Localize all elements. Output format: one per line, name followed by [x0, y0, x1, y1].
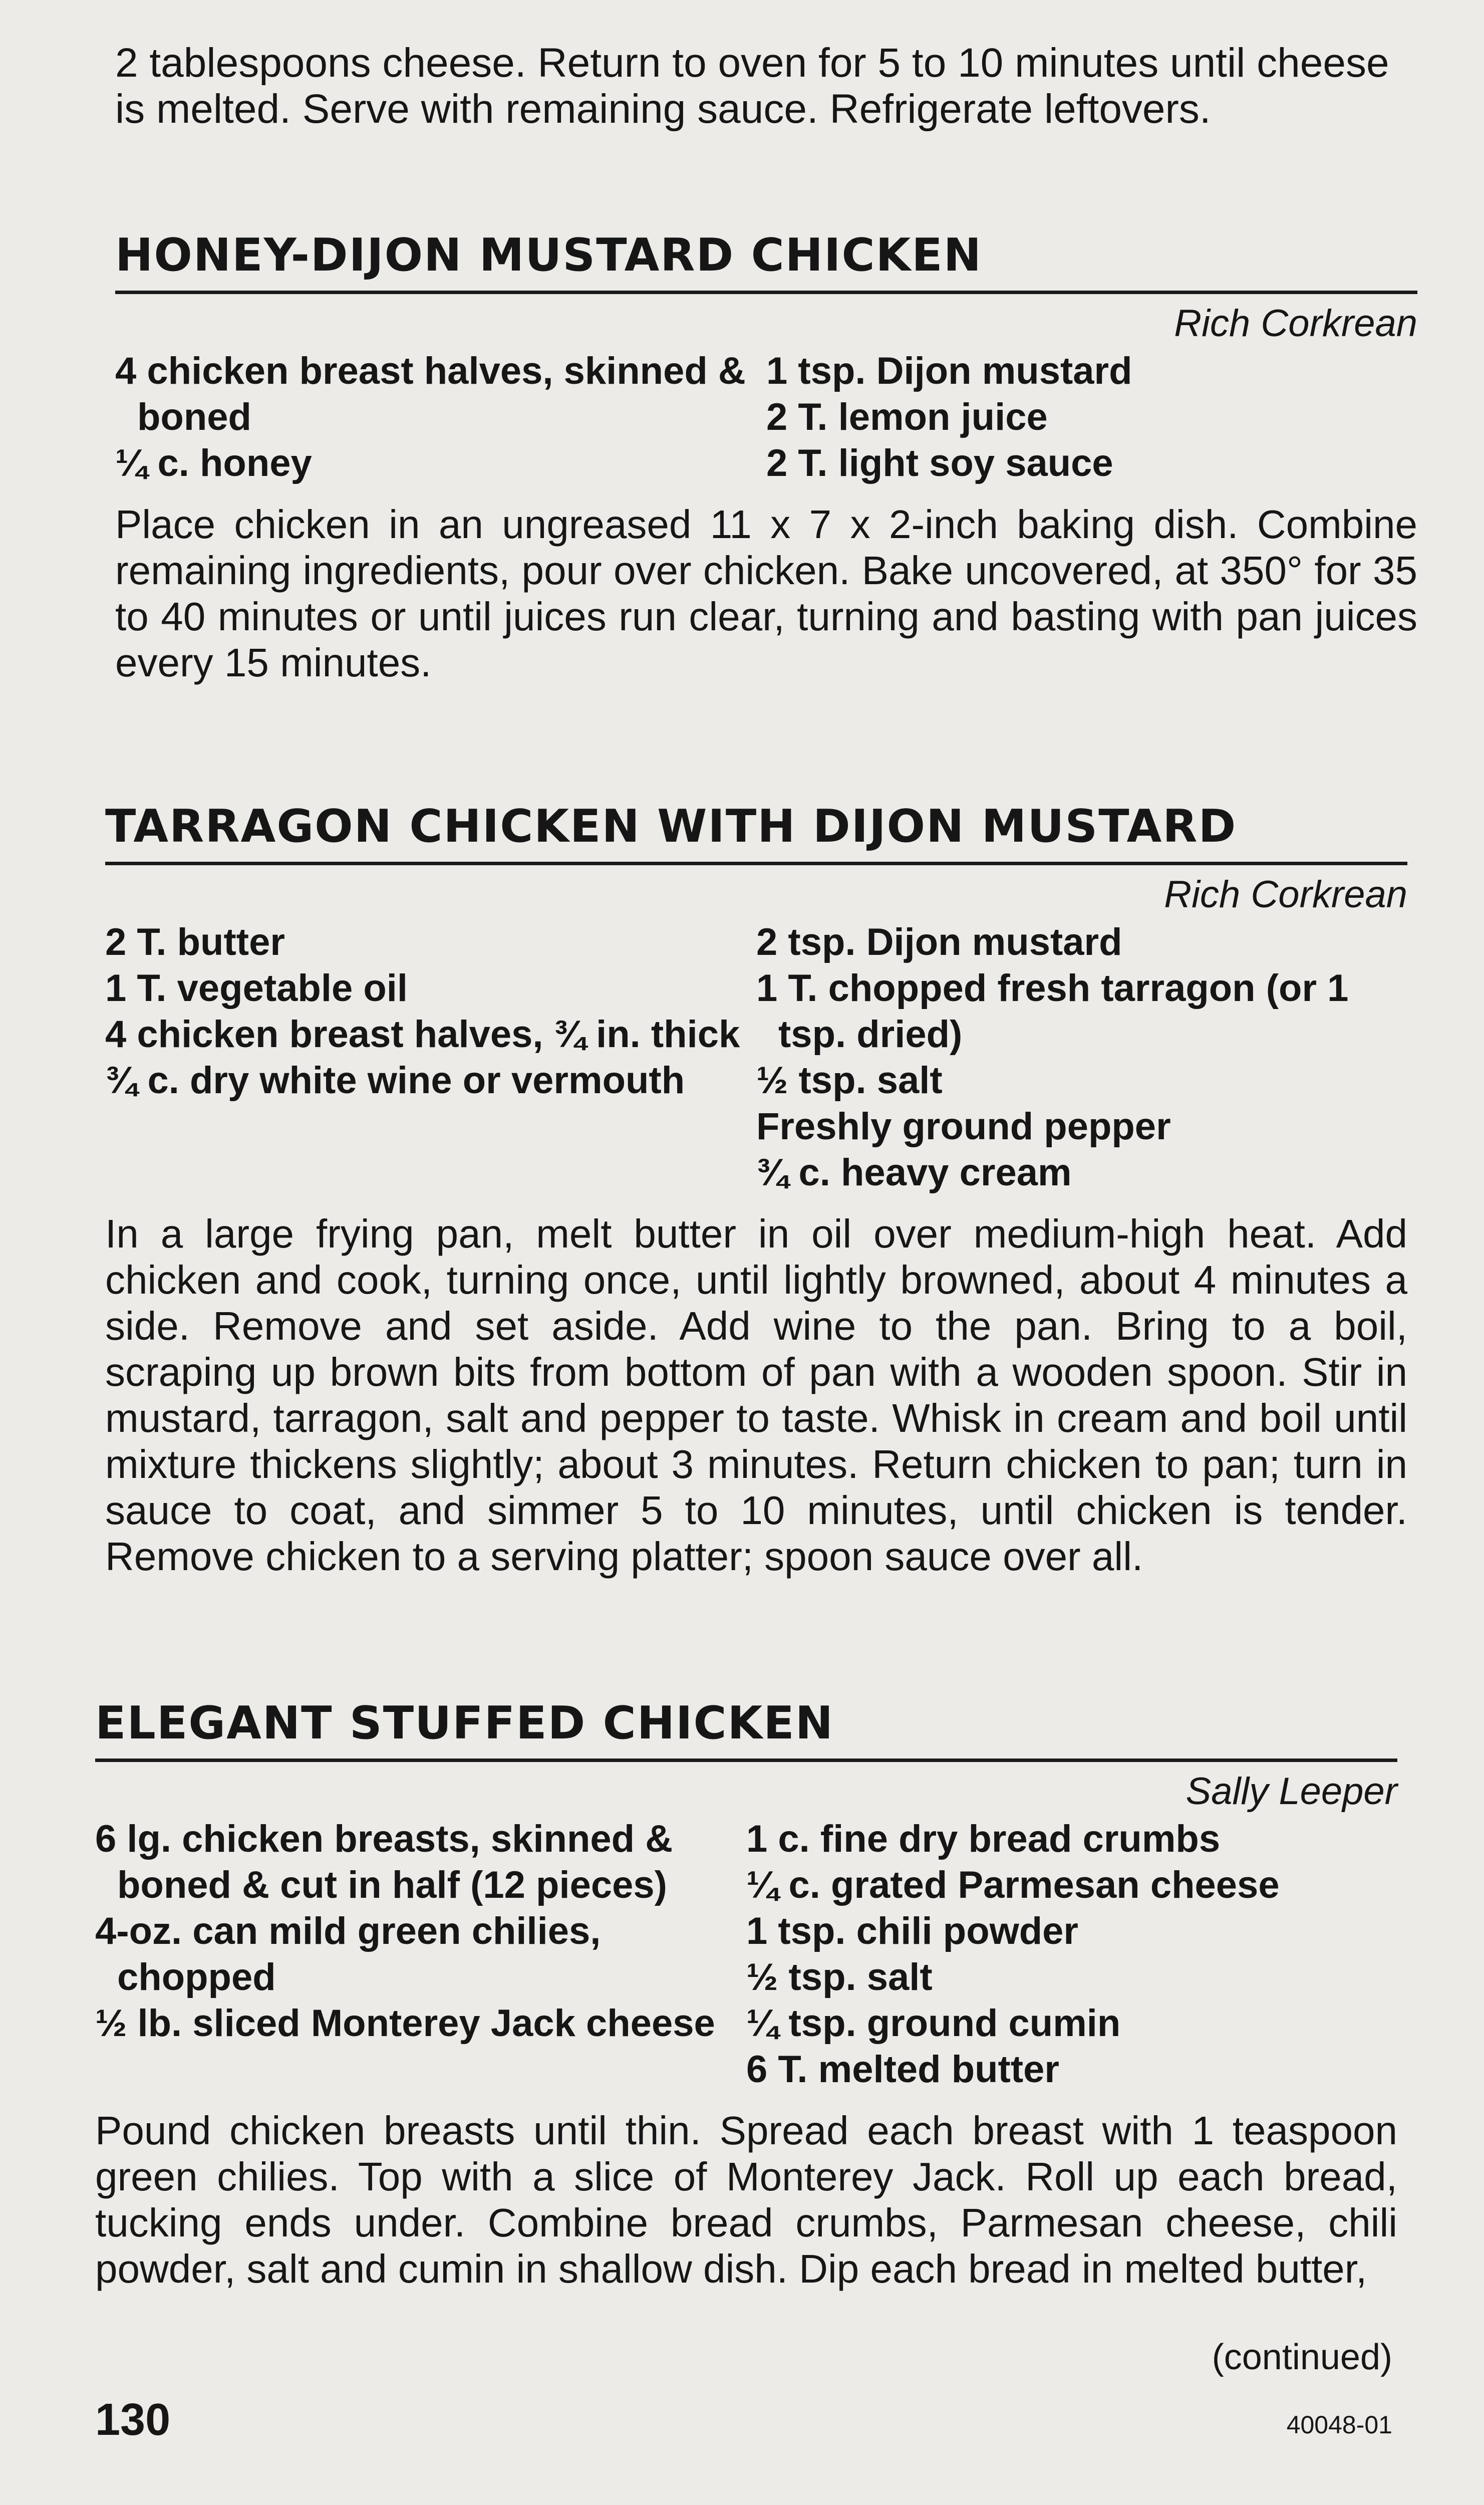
recipe-title: HONEY-DIJON MUSTARD CHICKEN [115, 229, 983, 282]
recipe-title: TARRAGON CHICKEN WITH DIJON MUSTARD [105, 800, 1237, 853]
cookbook-page [95, 30, 1417, 2475]
ingredient-item: 2 tsp. Dijon mustard [756, 921, 1122, 963]
ingredient-item: 2 T. lemon juice [766, 396, 1048, 438]
title-rule [115, 291, 1417, 294]
ingredient-column-left [115, 348, 766, 486]
title-rule [105, 862, 1407, 865]
ingredient-item: ½ tsp. salt [756, 1059, 943, 1102]
ingredient-item: 1 tsp. chili powder [746, 1910, 1078, 1952]
intro-text: 2 tablespoons cheese. Return to oven for 5 to 10 minutes until cheese is melted. Serve with remaining sauce. Refrigerate leftovers. [115, 40, 1389, 132]
ingredient-list [95, 1816, 1397, 2093]
ingredient-item: ¾ c. heavy cream [756, 1151, 1072, 1194]
ingredient-list [115, 348, 1417, 486]
ingredient-item: ½ tsp. salt [746, 1956, 933, 1998]
recipe-directions: Place chicken in an ungreased 11 x 7 x 2-inch baking dish. Combine remaining ingredients, pour over chicken. Bake uncovered, at 350° for 35 to 40 minutes or until juices run clear, turning and basting with pan juices every 15 minutes. [115, 502, 1417, 685]
ingredient-item: Freshly ground pepper [756, 1105, 1171, 1148]
ingredient-item: 2 T. butter [105, 921, 285, 963]
ingredient-item: 6 lg. chicken breasts, skinned & boned & cut in half (12 pieces) [95, 1818, 673, 1906]
ingredient-column-right [766, 348, 1417, 486]
page-code: 40048-01 [1286, 2411, 1392, 2439]
ingredient-column-right [746, 1816, 1397, 2093]
recipe-tarragon-chicken [105, 802, 1407, 1580]
ingredient-item: 4 chicken breast halves, ¾ in. thick [105, 1013, 740, 1056]
ingredient-item: ¼ c. grated Parmesan cheese [746, 1864, 1280, 1906]
ingredient-column-right [756, 919, 1407, 1196]
ingredient-item: 6 T. melted butter [746, 2048, 1059, 2091]
ingredient-item: ¼ tsp. ground cumin [746, 2002, 1121, 2045]
recipe-title: ELEGANT STUFFED CHICKEN [95, 1697, 834, 1749]
ingredient-item: 1 tsp. Dijon mustard [766, 350, 1132, 392]
ingredient-item: 1 T. vegetable oil [105, 967, 408, 1010]
ingredient-item: 2 T. light soy sauce [766, 442, 1113, 484]
title-rule [95, 1759, 1397, 1762]
recipe-directions: In a large frying pan, melt butter in oil over medium-high heat. Add chicken and cook, turning once, until lightly browned, about 4 minutes a side. Remove and set aside. Add wine to the pan. Bring to a boil, scraping up brown bits from bottom of pan with a wooden spoon. Stir in mustard, tarragon, salt and pepper to taste. Whisk in cream and boil until mixture thickens slightly; about 3 minutes. Return chicken to pan; turn in sauce to coat, and simmer 5 to 10 minutes, until chicken is tender. Remove chicken to a serving platter; spoon sauce over all. [105, 1211, 1407, 1579]
ingredient-item: 4 chicken breast halves, skinned & boned [115, 350, 746, 438]
recipe-honey-dijon [115, 230, 1417, 686]
ingredient-column-left [105, 919, 756, 1196]
ingredient-column-left [95, 1816, 746, 2093]
ingredient-item: ¼ c. honey [115, 442, 312, 484]
recipe-elegant-stuffed-chicken [95, 1698, 1397, 2292]
ingredient-item: 4-oz. can mild green chilies, chopped [95, 1910, 601, 1998]
recipe-author: Rich Corkrean [1174, 302, 1417, 345]
ingredient-item: 1 T. chopped fresh tarragon (or 1 tsp. dried) [756, 967, 1349, 1056]
ingredient-list [105, 919, 1407, 1196]
page-number: 130 [95, 2395, 171, 2445]
recipe-directions: Pound chicken breasts until thin. Spread each breast with 1 teaspoon green chilies. Top with a slice of Monterey Jack. Roll up each bread, tucking ends under. Combine bread crumbs, Parmesan cheese, chili powder, salt and cumin in shallow dish. Dip each bread in melted butter, [95, 2108, 1397, 2291]
recipe-author: Sally Leeper [1185, 1770, 1397, 1813]
recipe-author: Rich Corkrean [1164, 873, 1407, 916]
ingredient-item: ½ lb. sliced Monterey Jack cheese [95, 2002, 715, 2045]
continued-label: (continued) [1212, 2337, 1392, 2377]
ingredient-item: 1 c. fine dry bread crumbs [746, 1818, 1221, 1860]
ingredient-item: ¾ c. dry white wine or vermouth [105, 1059, 685, 1102]
